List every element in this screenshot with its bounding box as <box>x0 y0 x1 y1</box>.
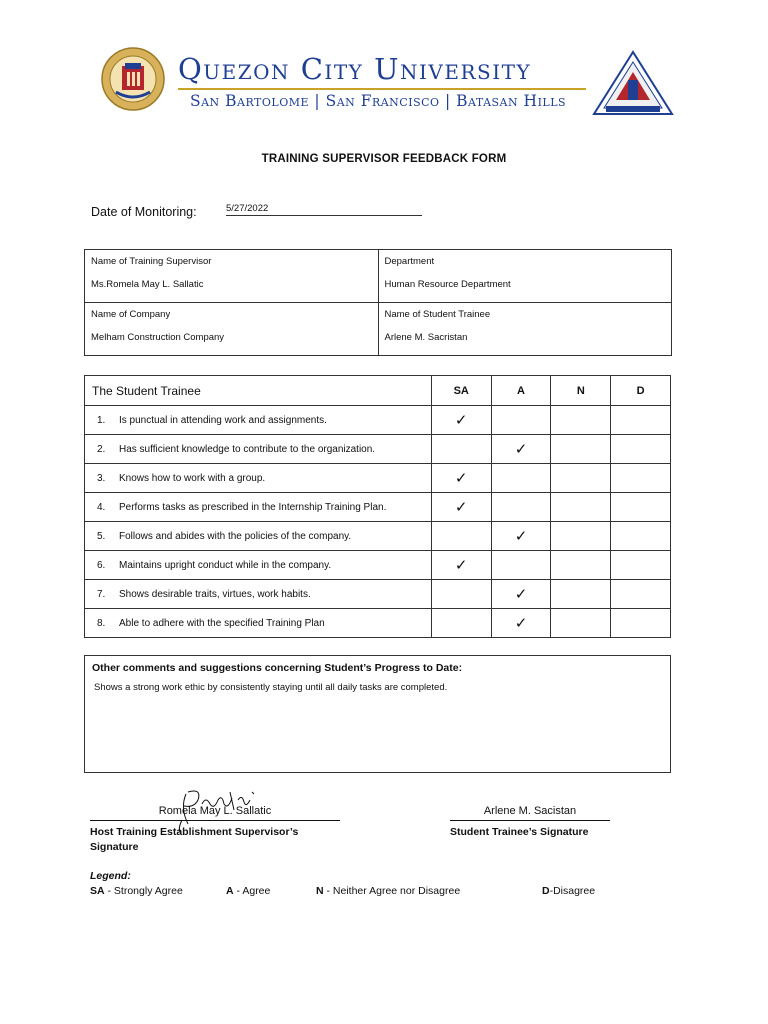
rating-text: Follows and abides with the policies of the company. <box>119 530 352 542</box>
check-mark-icon: ✓ <box>514 528 528 545</box>
company-value[interactable]: Melham Construction Company <box>91 332 225 343</box>
rating-cell-d[interactable] <box>611 580 671 609</box>
university-seal-icon <box>100 46 166 112</box>
rating-cell-d[interactable] <box>611 435 671 464</box>
supervisor-label: Name of Training Supervisor <box>91 256 212 267</box>
rating-statement <box>85 522 432 551</box>
department-value[interactable]: Human Resource Department <box>384 279 511 290</box>
rating-row <box>85 522 671 551</box>
rating-text: Maintains upright conduct while in the company. <box>119 559 332 571</box>
company-label: Name of Company <box>91 309 171 320</box>
rating-cell-n[interactable] <box>551 493 611 522</box>
legend-sa-text: - Strongly Agree <box>104 885 183 897</box>
form-title: TRAINING SUPERVISOR FEEDBACK FORM <box>261 153 507 165</box>
rating-cell-n[interactable] <box>551 406 611 435</box>
rating-cell-n[interactable] <box>551 522 611 551</box>
rating-statement <box>85 406 432 435</box>
rating-cell-a[interactable] <box>491 435 551 464</box>
rating-number: 3. <box>97 472 106 484</box>
rating-cell-n[interactable] <box>551 464 611 493</box>
trainee-signature-block <box>450 805 610 840</box>
rating-cell-n[interactable] <box>551 609 611 638</box>
department-cell <box>378 250 672 303</box>
rating-header: The Student Trainee <box>85 376 432 406</box>
supervisor-caption-line-1: Host Training Establishment Supervisor’s <box>90 826 299 838</box>
university-campuses: San Bartolome | San Francisco | Batasan Hills <box>190 92 567 110</box>
rating-text: Shows desirable traits, virtues, work habits. <box>119 588 311 600</box>
rating-cell-sa[interactable] <box>431 609 491 638</box>
supervisor-signature-caption <box>90 825 340 855</box>
city-seal-icon <box>592 50 674 116</box>
rating-table <box>84 375 671 638</box>
date-label: Date of Monitoring: <box>91 205 197 219</box>
rating-number: 4. <box>97 501 106 513</box>
check-mark-icon: ✓ <box>514 615 528 632</box>
legend <box>90 870 131 884</box>
trainee-signature-name: Arlene M. Sacistan <box>450 805 610 821</box>
trainee-info-table <box>84 249 672 356</box>
column-header-n: N <box>551 376 611 406</box>
rating-cell-a[interactable] <box>491 464 551 493</box>
rating-row <box>85 435 671 464</box>
rating-cell-sa[interactable] <box>431 551 491 580</box>
header-rule <box>178 88 586 90</box>
rating-rows <box>85 406 671 638</box>
legend-a <box>226 885 270 897</box>
rating-cell-sa[interactable] <box>431 493 491 522</box>
column-header-a: A <box>491 376 551 406</box>
trainee-label: Name of Student Trainee <box>384 309 491 320</box>
legend-d-text: -Disagree <box>549 885 596 897</box>
legend-n-text: - Neither Agree nor Disagree <box>323 885 461 897</box>
date-field[interactable]: 5/27/2022 <box>226 203 422 216</box>
check-mark-icon: ✓ <box>454 499 468 516</box>
comments-box <box>84 655 671 773</box>
rating-cell-sa[interactable] <box>431 406 491 435</box>
check-mark-icon: ✓ <box>454 412 468 429</box>
rating-cell-sa[interactable] <box>431 580 491 609</box>
rating-cell-d[interactable] <box>611 522 671 551</box>
supervisor-value[interactable]: Ms.Romela May L. Sallatic <box>91 279 204 290</box>
rating-cell-d[interactable] <box>611 406 671 435</box>
rating-text: Knows how to work with a group. <box>119 472 266 484</box>
rating-cell-a[interactable] <box>491 551 551 580</box>
rating-statement <box>85 580 432 609</box>
department-label: Department <box>384 256 435 267</box>
company-cell <box>85 303 379 356</box>
university-name: Quezon City University <box>178 52 532 86</box>
rating-number: 6. <box>97 559 106 571</box>
trainee-value[interactable]: Arlene M. Sacristan <box>384 332 468 343</box>
document-header <box>0 0 768 130</box>
supervisor-signature-block <box>90 805 340 855</box>
rating-statement <box>85 551 432 580</box>
legend-n <box>316 885 460 897</box>
legend-a-key: A <box>226 885 234 897</box>
rating-cell-a[interactable] <box>491 609 551 638</box>
legend-sa <box>90 885 183 897</box>
rating-statement <box>85 609 432 638</box>
rating-row <box>85 464 671 493</box>
rating-number: 5. <box>97 530 106 542</box>
check-mark-icon: ✓ <box>454 470 468 487</box>
rating-row <box>85 493 671 522</box>
rating-cell-n[interactable] <box>551 580 611 609</box>
trainee-signature-caption: Student Trainee’s Signature <box>450 826 589 838</box>
rating-number: 7. <box>97 588 106 600</box>
legend-a-text: - Agree <box>233 885 271 897</box>
legend-d-key: D <box>542 885 550 897</box>
rating-cell-d[interactable] <box>611 493 671 522</box>
legend-d <box>542 885 595 897</box>
rating-row <box>85 609 671 638</box>
legend-n-key: N <box>316 885 324 897</box>
rating-cell-d[interactable] <box>611 551 671 580</box>
column-header-d: D <box>611 376 671 406</box>
rating-statement <box>85 435 432 464</box>
check-mark-icon: ✓ <box>514 586 528 603</box>
legend-sa-key: SA <box>90 885 105 897</box>
comments-title: Other comments and suggestions concerning Student’s Progress to Date: <box>92 662 463 674</box>
rating-cell-sa[interactable] <box>431 522 491 551</box>
check-mark-icon: ✓ <box>454 557 468 574</box>
rating-text: Has sufficient knowledge to contribute to the organization. <box>119 443 376 455</box>
rating-number: 1. <box>97 414 106 426</box>
rating-cell-sa[interactable] <box>431 464 491 493</box>
rating-statement <box>85 464 432 493</box>
rating-text: Is punctual in attending work and assignments. <box>119 414 327 426</box>
rating-cell-a[interactable] <box>491 406 551 435</box>
supervisor-caption-line-2: Signature <box>90 841 139 853</box>
rating-text: Able to adhere with the specified Training Plan <box>119 617 325 629</box>
supervisor-cell <box>85 250 379 303</box>
rating-number: 8. <box>97 617 106 629</box>
comments-text[interactable]: Shows a strong work ethic by consistently staying until all daily tasks are completed. <box>94 682 448 693</box>
legend-title: Legend: <box>90 870 131 882</box>
rating-statement <box>85 493 432 522</box>
rating-cell-sa[interactable] <box>431 435 491 464</box>
check-mark-icon: ✓ <box>514 441 528 458</box>
rating-cell-a[interactable] <box>491 580 551 609</box>
column-header-sa: SA <box>431 376 491 406</box>
supervisor-signature-name: Romela May L. Sallatic <box>90 805 340 821</box>
rating-cell-n[interactable] <box>551 551 611 580</box>
rating-text: Performs tasks as prescribed in the Internship Training Plan. <box>119 501 387 513</box>
rating-row <box>85 551 671 580</box>
rating-row <box>85 580 671 609</box>
rating-cell-d[interactable] <box>611 609 671 638</box>
rating-cell-a[interactable] <box>491 493 551 522</box>
rating-cell-n[interactable] <box>551 435 611 464</box>
rating-cell-a[interactable] <box>491 522 551 551</box>
trainee-cell <box>378 303 672 356</box>
rating-cell-d[interactable] <box>611 464 671 493</box>
rating-row <box>85 406 671 435</box>
rating-number: 2. <box>97 443 106 455</box>
